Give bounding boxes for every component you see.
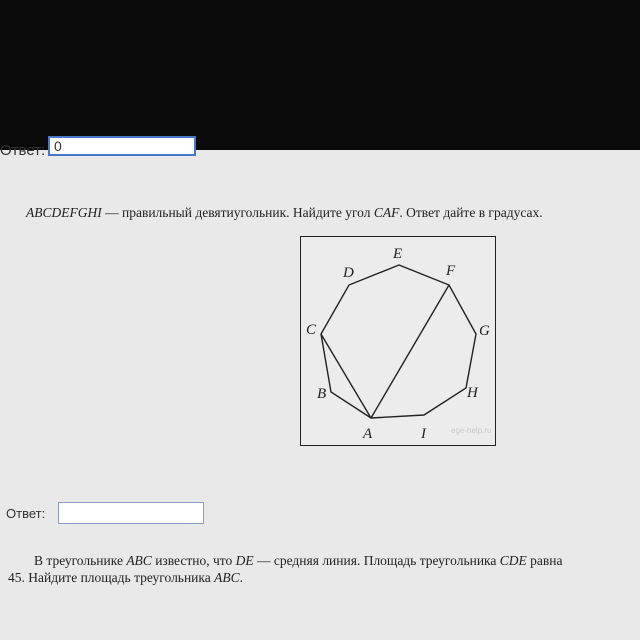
angle-name: CAF <box>373 205 400 220</box>
nonagon-figure <box>300 236 496 446</box>
vertex-label-f: F <box>446 263 456 279</box>
vertex-label-h: H <box>467 385 478 401</box>
vertex-label-e: E <box>393 246 403 262</box>
problem-2-t9: ABC <box>214 570 240 585</box>
polygon-name: ABCDEFGHI <box>26 205 102 220</box>
problem-2-t6: CDE <box>499 553 527 568</box>
vertex-label-g: G <box>479 323 490 339</box>
nonagon-diagram <box>301 237 497 447</box>
vertex-label-a: A <box>363 426 373 442</box>
answer-label: Ответ: <box>6 506 46 521</box>
problem-2-t1: В треугольнике <box>34 553 127 568</box>
problem-2-t7: равна <box>526 553 563 568</box>
previous-answer-value: 0 <box>54 138 62 154</box>
problem-2-t8: 45. Найдите площадь треугольника <box>8 570 215 585</box>
problem-2-t4: DE <box>235 553 254 568</box>
previous-answer-row <box>0 138 260 168</box>
vertex-label-i: I <box>421 426 426 442</box>
site-watermark: ege-help.ru <box>451 426 492 435</box>
nonagon-outline <box>321 265 476 418</box>
previous-answer-label: Ответ: <box>0 142 46 159</box>
problem-2-t3: известно, что <box>151 553 236 568</box>
previous-answer-input[interactable] <box>48 136 196 156</box>
answer-input[interactable] <box>58 502 204 524</box>
problem-2-text <box>8 552 628 586</box>
problem-1-statement: — правильный девятиугольник. Найдите угол <box>101 205 374 220</box>
problem-2-t10: . <box>239 570 244 585</box>
vertex-label-b: B <box>317 386 327 402</box>
problem-1-instruction: . Ответ дайте в градусах. <box>399 205 543 220</box>
problem-1-text <box>26 204 626 221</box>
vertex-label-d: D <box>343 265 354 281</box>
task-page <box>0 138 640 640</box>
problem-2-t5: — средняя линия. Площадь треугольника <box>253 553 500 568</box>
problem-2-t2: ABC <box>126 553 152 568</box>
answer-row <box>6 502 216 528</box>
vertex-label-c: C <box>306 322 317 338</box>
segment-af <box>371 285 449 418</box>
problem-2-line-2 <box>8 569 628 586</box>
